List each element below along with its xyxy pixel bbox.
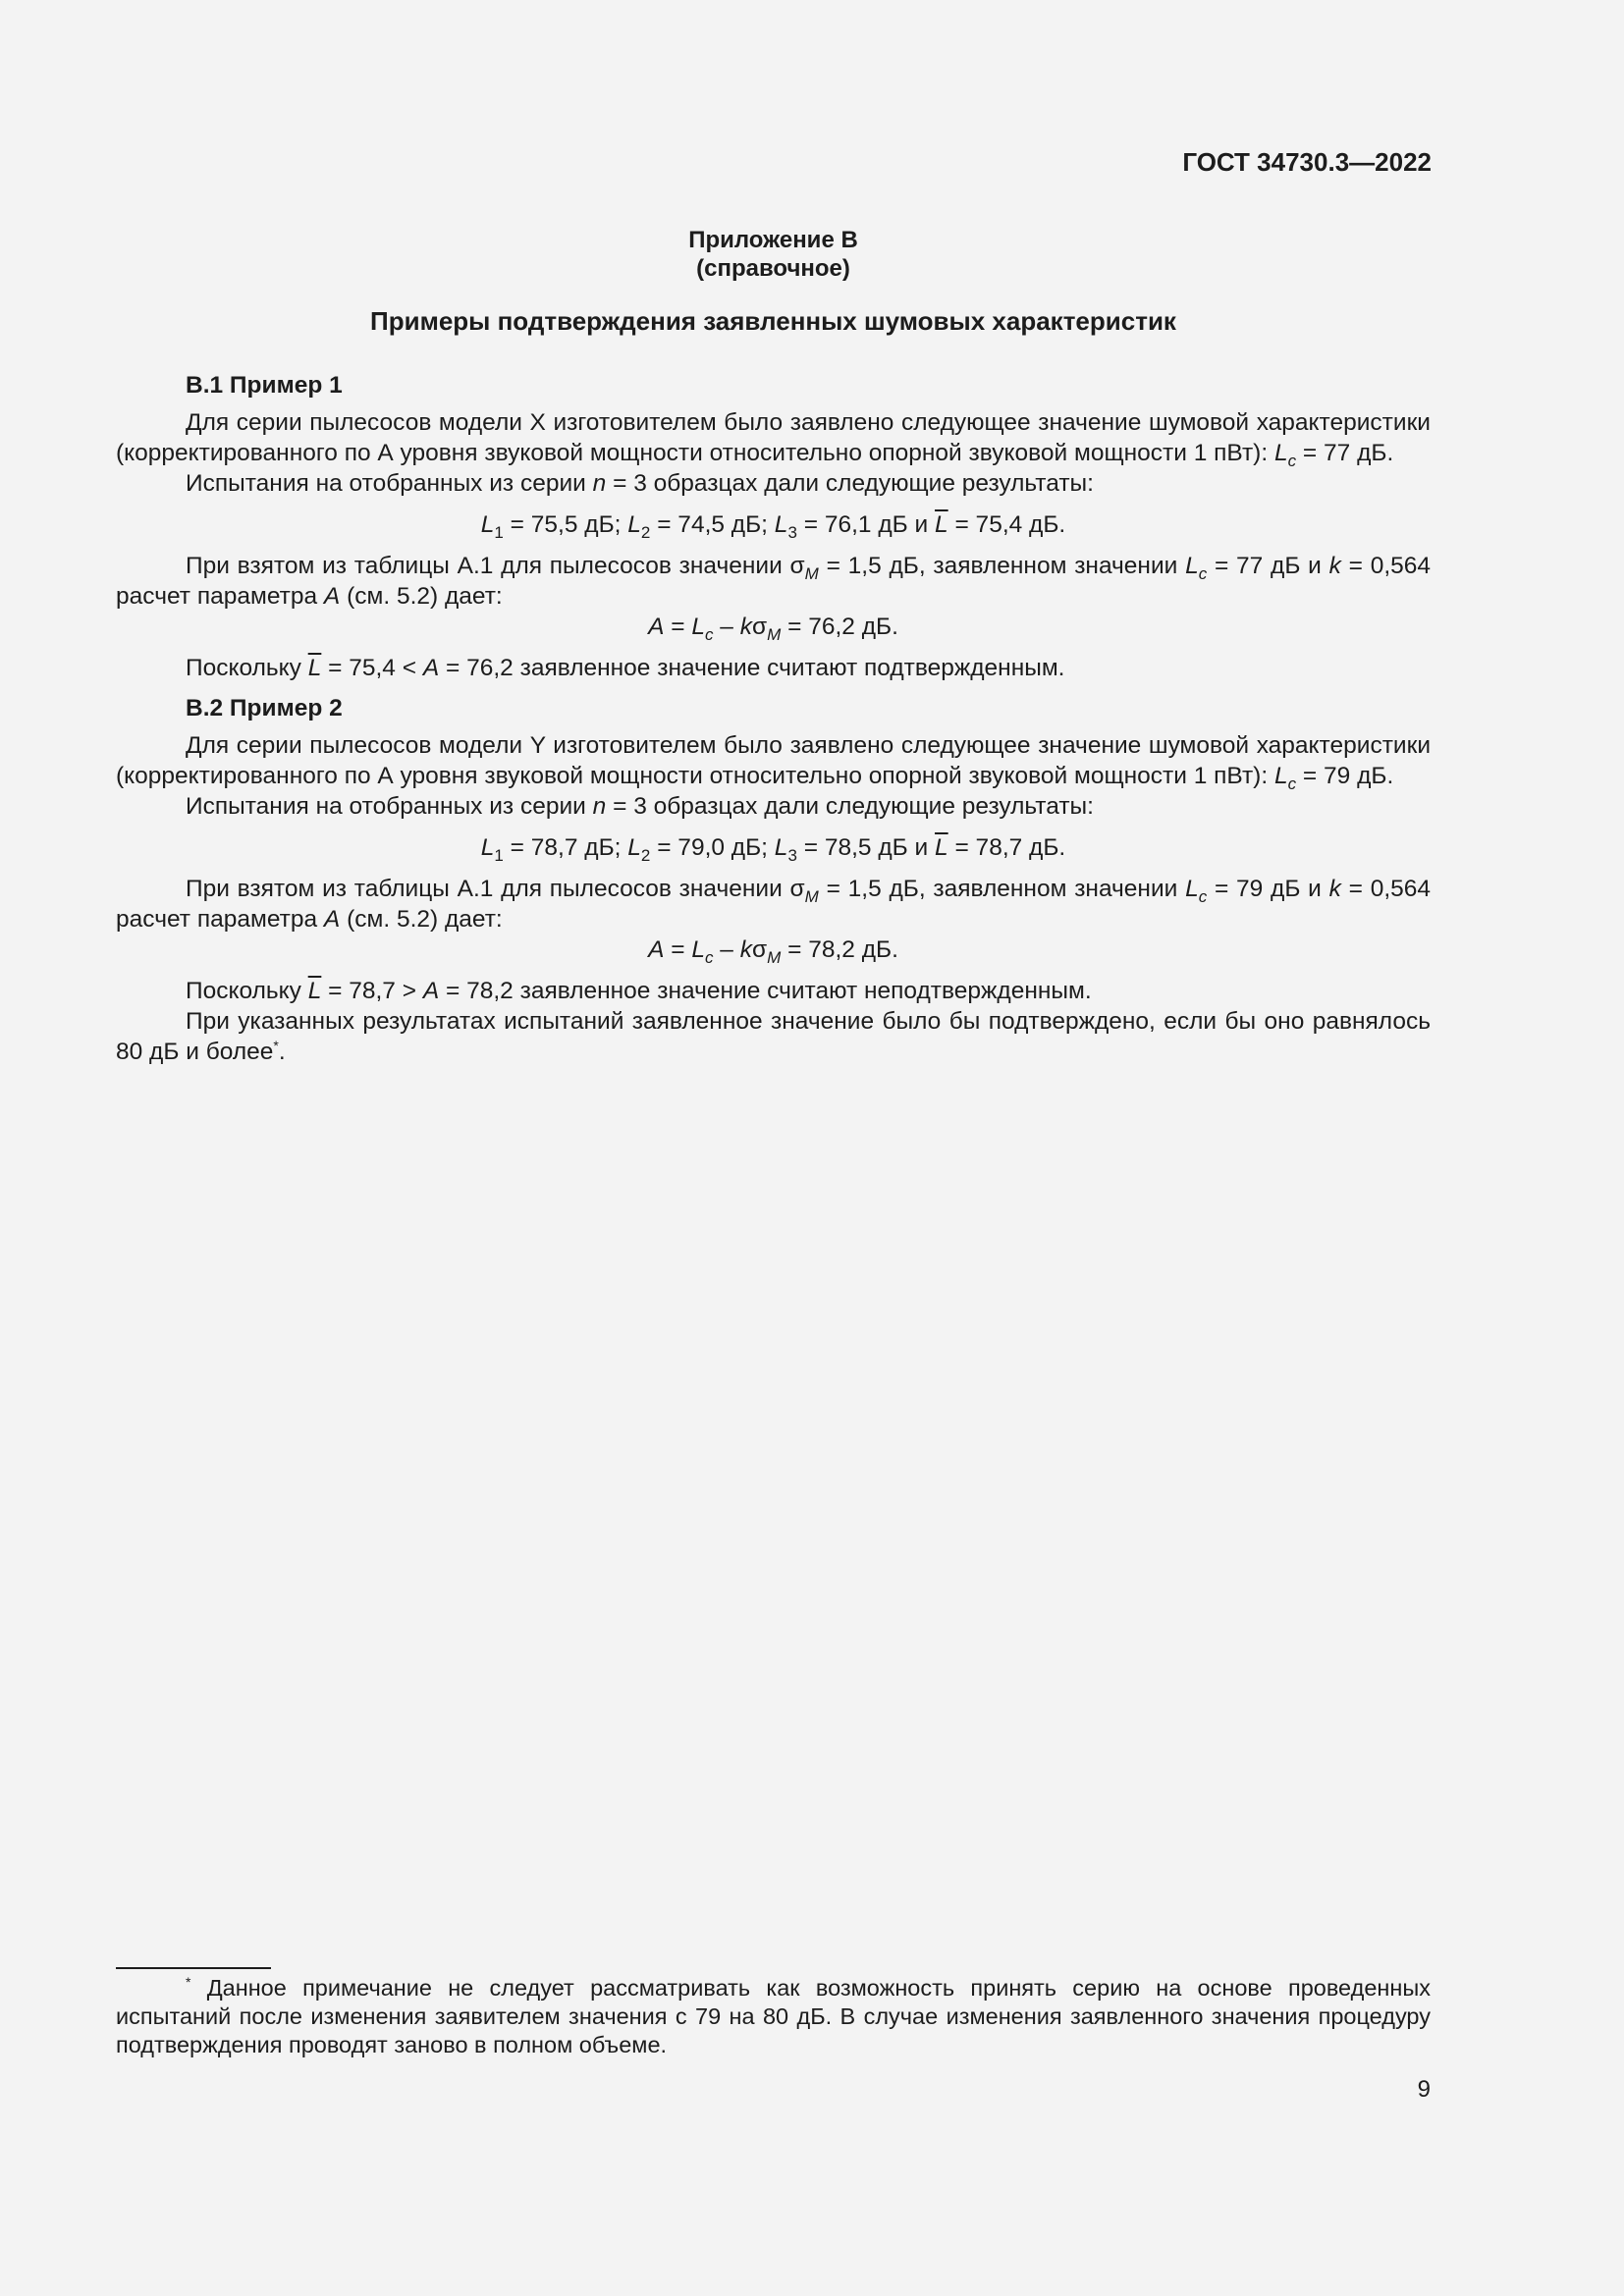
annex-title: Примеры подтверждения заявленных шумовых характеристик bbox=[370, 306, 1176, 336]
example1-paragraph2: Испытания на отобранных из серии n = 3 образцах дали следующие результаты: bbox=[186, 470, 1094, 497]
example2-heading: В.2 Пример 2 bbox=[186, 695, 343, 721]
example1-results: $L_1 = 75,5$ дБ; $L_2 = 74,5$ дБ; $L_3 = 76,1$ дБ и $\overline{L} = 75,4$ дБ. bbox=[480, 511, 1066, 542]
footnote-marker: * bbox=[186, 1974, 191, 1990]
footnote bbox=[116, 1974, 1431, 2059]
page-content bbox=[116, 226, 1431, 1067]
example2-conclusion: Поскольку $\overline{L} = 78,7 > A = 78,2$ заявленное значение считают неподтвержденным. bbox=[186, 978, 1092, 1004]
annex-kind: (справочное) bbox=[696, 255, 850, 282]
example1-heading: В.1 Пример 1 bbox=[186, 372, 343, 399]
footnote-separator bbox=[116, 1967, 271, 1969]
example2-paragraph3: При взятом из таблицы А.1 для пылесосов значении $\sigma_M = 1,5$ дБ, заявленном значении $L_c = 79$ дБ и k = 0,564 расчет параметра A (см. 5.2) дает: bbox=[116, 876, 1432, 933]
example1-conclusion: Поскольку $\overline{L} = 75,4 < A = 76,2$ заявленное значение считают подтвержденным. bbox=[186, 655, 1065, 681]
standard-number: ГОСТ 34730.3—2022 bbox=[1182, 147, 1432, 177]
example1-formula: $A = L_c - k\sigma_M = 76,2$ дБ. bbox=[648, 614, 898, 644]
footnote-text: Данное примечание не следует рассматривать как возможность принять серию на основе проведенных испытаний после изменения заявителем значения с 79 на 80 дБ. В случае изменения заявленного значения процедуру подтверждения проводят заново в полном объеме. bbox=[116, 1975, 1431, 2057]
example2-results: $L_1 = 78,7$ дБ; $L_2 = 79,0$ дБ; $L_3 = 78,5$ дБ и $\overline{L} = 78,7$ дБ. bbox=[480, 834, 1066, 865]
example2-paragraph2: Испытания на отобранных из серии n = 3 образцах дали следующие результаты: bbox=[186, 793, 1094, 820]
page-number: 9 bbox=[1417, 2076, 1431, 2103]
annex-label: Приложение В bbox=[688, 227, 858, 253]
example1-paragraph3: При взятом из таблицы А.1 для пылесосов значении $\sigma_M = 1,5$ дБ, заявленном значении $L_c = 77$ дБ и k = 0,564 расчет параметра A (см. 5.2) дает: bbox=[116, 553, 1432, 610]
example1-paragraph1: Для серии пылесосов модели X изготовителем было заявлено следующее значение шумовой характеристики (корректированного по А уровня звуковой мощности относительно опорной звуковой мощности 1 пВт): $L_c = 77$ дБ. bbox=[116, 409, 1431, 470]
example2-paragraph1: Для серии пылесосов модели Y изготовителем было заявлено следующее значение шумовой характеристики (корректированного по А уровня звуковой мощности относительно опорной звуковой мощности 1 пВт): $L_c = 79$ дБ. bbox=[116, 732, 1431, 793]
footnote-ref: * bbox=[273, 1038, 279, 1053]
example2-formula: $A = L_c - k\sigma_M = 78,2$ дБ. bbox=[648, 936, 898, 967]
example2-note: При указанных результатах испытаний заявленное значение было бы подтверждено, если бы оно равнялось 80 дБ и более*. bbox=[116, 1008, 1431, 1065]
